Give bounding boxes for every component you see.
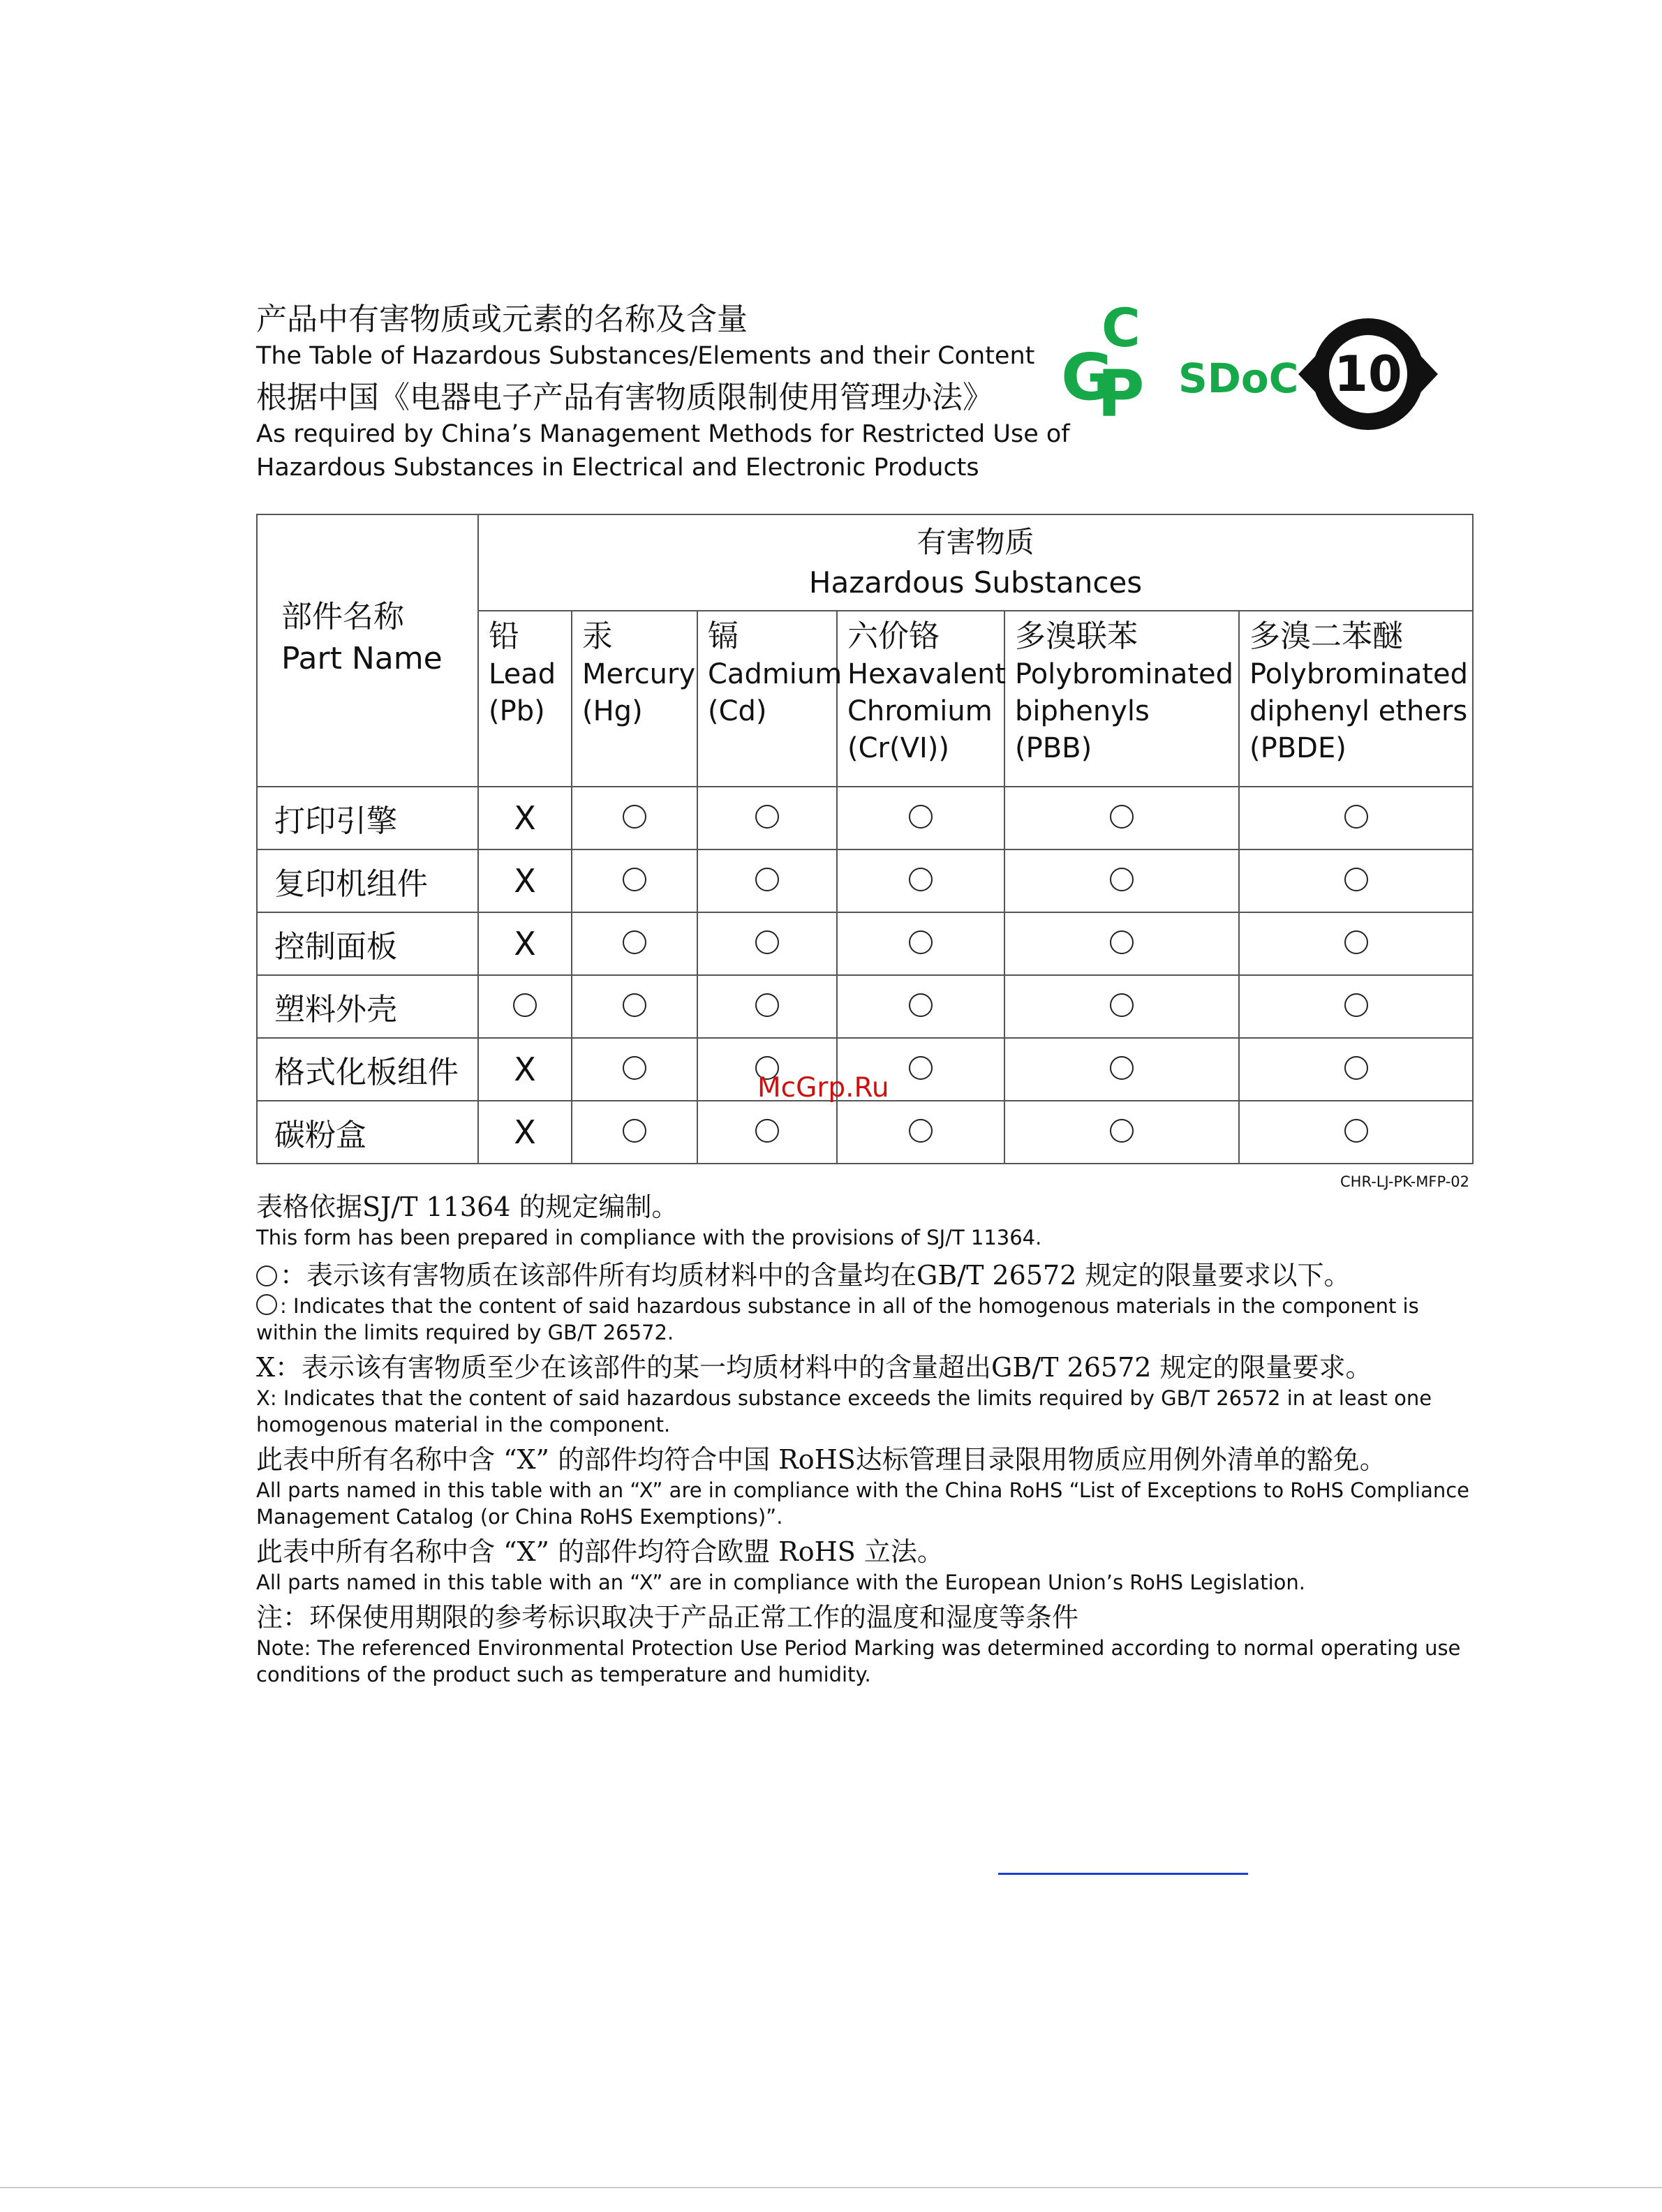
circle-mark-icon xyxy=(755,868,779,891)
notes-section xyxy=(256,1189,1485,1692)
x-mark: X xyxy=(514,799,536,837)
circle-mark-icon xyxy=(623,868,646,891)
substance-mark-cell xyxy=(1004,912,1239,975)
x-mark: X xyxy=(514,862,536,900)
circle-mark-icon xyxy=(1110,1056,1134,1080)
certification-logos xyxy=(1061,300,1459,447)
hazardous-en: Hazardous Substances xyxy=(808,565,1143,600)
col-header-pbb: 多溴联苯 Polybrominated biphenyls (PBB) xyxy=(1004,611,1239,787)
gp-logo-c: C xyxy=(1101,300,1141,359)
note-circle: ：表示该有害物质在该部件所有均质材料中的含量均在GB/T 26572 规定的限量要求以下。 : Indicates that the content of said hazardous substance in all of the homogenous materials in the component is within the limits required by GB/T 26572. xyxy=(256,1260,1419,1344)
substance-mark-cell xyxy=(572,975,697,1038)
document-code: CHR-LJ-PK-MFP-02 xyxy=(1340,1173,1470,1190)
substance-mark-cell xyxy=(1239,975,1473,1038)
circle-mark-icon xyxy=(623,930,646,954)
circle-mark-icon xyxy=(623,1056,646,1080)
substance-mark-cell xyxy=(1004,849,1239,912)
substance-mark-cell xyxy=(478,975,572,1038)
substance-mark-cell xyxy=(1239,912,1473,975)
part-name-cell: 复印机组件 xyxy=(257,849,478,912)
substance-mark-cell xyxy=(1004,975,1239,1038)
gp-logo-g: G xyxy=(1061,340,1114,415)
substance-mark-cell xyxy=(478,787,572,849)
circle-mark-icon xyxy=(1344,993,1368,1017)
requirement-en-line2: Hazardous Substances in Electrical and Electronic Products xyxy=(256,454,979,482)
circle-mark-icon xyxy=(623,805,646,829)
circle-mark-icon xyxy=(623,1119,646,1143)
substance-mark-cell xyxy=(837,1101,1004,1164)
circle-mark-icon xyxy=(623,993,646,1017)
circle-mark-icon xyxy=(755,930,779,954)
substance-mark-cell xyxy=(1239,787,1473,849)
note-china-rohs: 此表中所有名称中含 “X” 的部件均符合中国 RoHS达标管理目录限用物质应用例外清单的豁免。 All parts named in this table with an “X” are in compliance with the China RoHS “List of Exceptions to RoHS Compliance Management Catalog (or China RoHS Exemptions)”. xyxy=(256,1444,1470,1529)
watermark: McGrp.Ru xyxy=(757,1072,889,1104)
substance-mark-cell xyxy=(697,912,837,975)
substance-mark-cell xyxy=(1004,787,1239,849)
substance-mark-cell xyxy=(697,849,837,912)
circle-symbol-icon xyxy=(256,1265,277,1286)
page-bottom-line xyxy=(0,2187,1662,2188)
circle-mark-icon xyxy=(909,930,933,954)
substance-mark-cell xyxy=(837,849,1004,912)
x-mark: X xyxy=(514,925,536,963)
x-mark: X xyxy=(514,1113,536,1151)
col-header-cadmium: 镉 Cadmium (Cd) xyxy=(697,611,837,787)
note-epup: 注：环保使用期限的参考标识取决于产品正常工作的温度和湿度等条件 Note: The referenced Environmental Protection Use Period Marking was determined according to normal operating use conditions of the product such as temperature and humidity. xyxy=(256,1602,1461,1686)
circle-mark-icon xyxy=(909,868,933,891)
circle-mark-icon xyxy=(909,1119,933,1143)
part-name-cell: 塑料外壳 xyxy=(257,975,478,1038)
substance-mark-cell xyxy=(837,975,1004,1038)
table-row xyxy=(257,849,1473,912)
col-header-pbde: 多溴二苯醚 Polybrominated diphenyl ethers (PBDE) xyxy=(1239,611,1473,787)
table-row xyxy=(257,975,1473,1038)
substance-mark-cell xyxy=(697,787,837,849)
hazardous-substances-header xyxy=(478,514,1473,611)
part-name-header xyxy=(257,514,478,787)
circle-mark-icon xyxy=(1110,1119,1134,1143)
circle-mark-icon xyxy=(1110,930,1134,954)
circle-mark-icon xyxy=(755,993,779,1017)
x-mark: X xyxy=(514,1051,536,1088)
table-row xyxy=(257,1101,1473,1164)
circle-mark-icon xyxy=(909,993,933,1017)
substance-mark-cell xyxy=(572,849,697,912)
substance-mark-cell xyxy=(1239,1101,1473,1164)
circle-mark-icon xyxy=(909,805,933,829)
circle-mark-icon xyxy=(513,993,537,1017)
substance-mark-cell xyxy=(1004,1101,1239,1164)
title-en: The Table of Hazardous Substances/Elements and their Content xyxy=(256,342,1035,370)
substance-mark-cell xyxy=(697,1101,837,1164)
part-name-en: Part Name xyxy=(281,641,443,676)
circle-mark-icon xyxy=(1110,805,1134,829)
part-name-cell: 控制面板 xyxy=(257,912,478,975)
substance-mark-cell xyxy=(478,849,572,912)
epup-left-arrow-icon xyxy=(1298,348,1323,401)
substance-mark-cell xyxy=(572,1101,697,1164)
col-header-mercury: 汞 Mercury (Hg) xyxy=(572,611,697,787)
circle-mark-icon xyxy=(1344,1056,1368,1080)
col-header-lead: 铅 Lead (Pb) xyxy=(478,611,572,787)
part-name-cell: 格式化板组件 xyxy=(257,1038,478,1101)
circle-mark-icon xyxy=(909,1056,933,1080)
part-name-zh: 部件名称 xyxy=(281,599,404,634)
sdoc-logo: SDoC xyxy=(1178,355,1299,402)
epup-right-arrow-icon xyxy=(1413,348,1438,401)
circle-mark-icon xyxy=(1110,993,1134,1017)
part-name-cell: 打印引擎 xyxy=(257,787,478,849)
circle-mark-icon xyxy=(1110,868,1134,891)
title-zh: 产品中有害物质或元素的名称及含量 xyxy=(256,302,748,337)
col-header-hexavalent-chromium: 六价铬 Hexavalent Chromium (Cr(VI)) xyxy=(837,611,1004,787)
substance-mark-cell xyxy=(478,1101,572,1164)
circle-symbol-icon xyxy=(256,1294,277,1315)
hazardous-substances-table xyxy=(256,514,1474,1164)
note-eu-rohs: 此表中所有名称中含 “X” 的部件均符合欧盟 RoHS 立法。 All parts named in this table with an “X” are in compliance with the European Union’s RoHS Legislation. xyxy=(256,1536,1305,1594)
note-x: X：表示该有害物质至少在该部件的某一均质材料中的含量超出GB/T 26572 规定的限量要求。 X: Indicates that the content of said hazardous substance exceeds the limits required by GB/T 26572 in at least one homogenous material in the component. xyxy=(256,1352,1432,1437)
document-header xyxy=(256,300,1070,484)
table-row xyxy=(257,912,1473,975)
circle-mark-icon xyxy=(1344,1119,1368,1143)
requirement-zh: 根据中国《电器电子产品有害物质限制使用管理办法》 xyxy=(256,380,993,415)
substance-mark-cell xyxy=(478,1038,572,1101)
substance-mark-cell xyxy=(572,1038,697,1101)
note-standard: 表格依据SJ/T 11364 的规定编制。 This form has been prepared in compliance with the provisions of SJ/T 11364. xyxy=(256,1192,1042,1249)
circle-mark-icon xyxy=(1344,805,1368,829)
circle-mark-icon xyxy=(1344,930,1368,954)
substance-mark-cell xyxy=(837,912,1004,975)
substance-mark-cell xyxy=(1004,1038,1239,1101)
substance-mark-cell xyxy=(572,912,697,975)
part-name-cell: 碳粉盒 xyxy=(257,1101,478,1164)
epup-number: 10 xyxy=(1334,346,1402,403)
circle-mark-icon xyxy=(755,805,779,829)
circle-mark-icon xyxy=(755,1119,779,1143)
table-row xyxy=(257,787,1473,849)
substance-mark-cell xyxy=(697,975,837,1038)
table-body xyxy=(257,787,1473,1164)
gp-green-product-logo xyxy=(1061,300,1144,431)
substance-mark-cell xyxy=(478,912,572,975)
hazardous-zh: 有害物质 xyxy=(917,525,1034,559)
requirement-en-line1: As required by China’s Management Methods for Restricted Use of xyxy=(256,420,1070,448)
gp-logo-p: P xyxy=(1097,357,1145,431)
substance-mark-cell xyxy=(1239,849,1473,912)
link-underline xyxy=(998,1873,1248,1875)
epup-10-logo xyxy=(1298,318,1438,430)
substance-mark-cell xyxy=(837,787,1004,849)
substance-mark-cell xyxy=(1239,1038,1473,1101)
circle-mark-icon xyxy=(1344,868,1368,891)
substance-mark-cell xyxy=(572,787,697,849)
